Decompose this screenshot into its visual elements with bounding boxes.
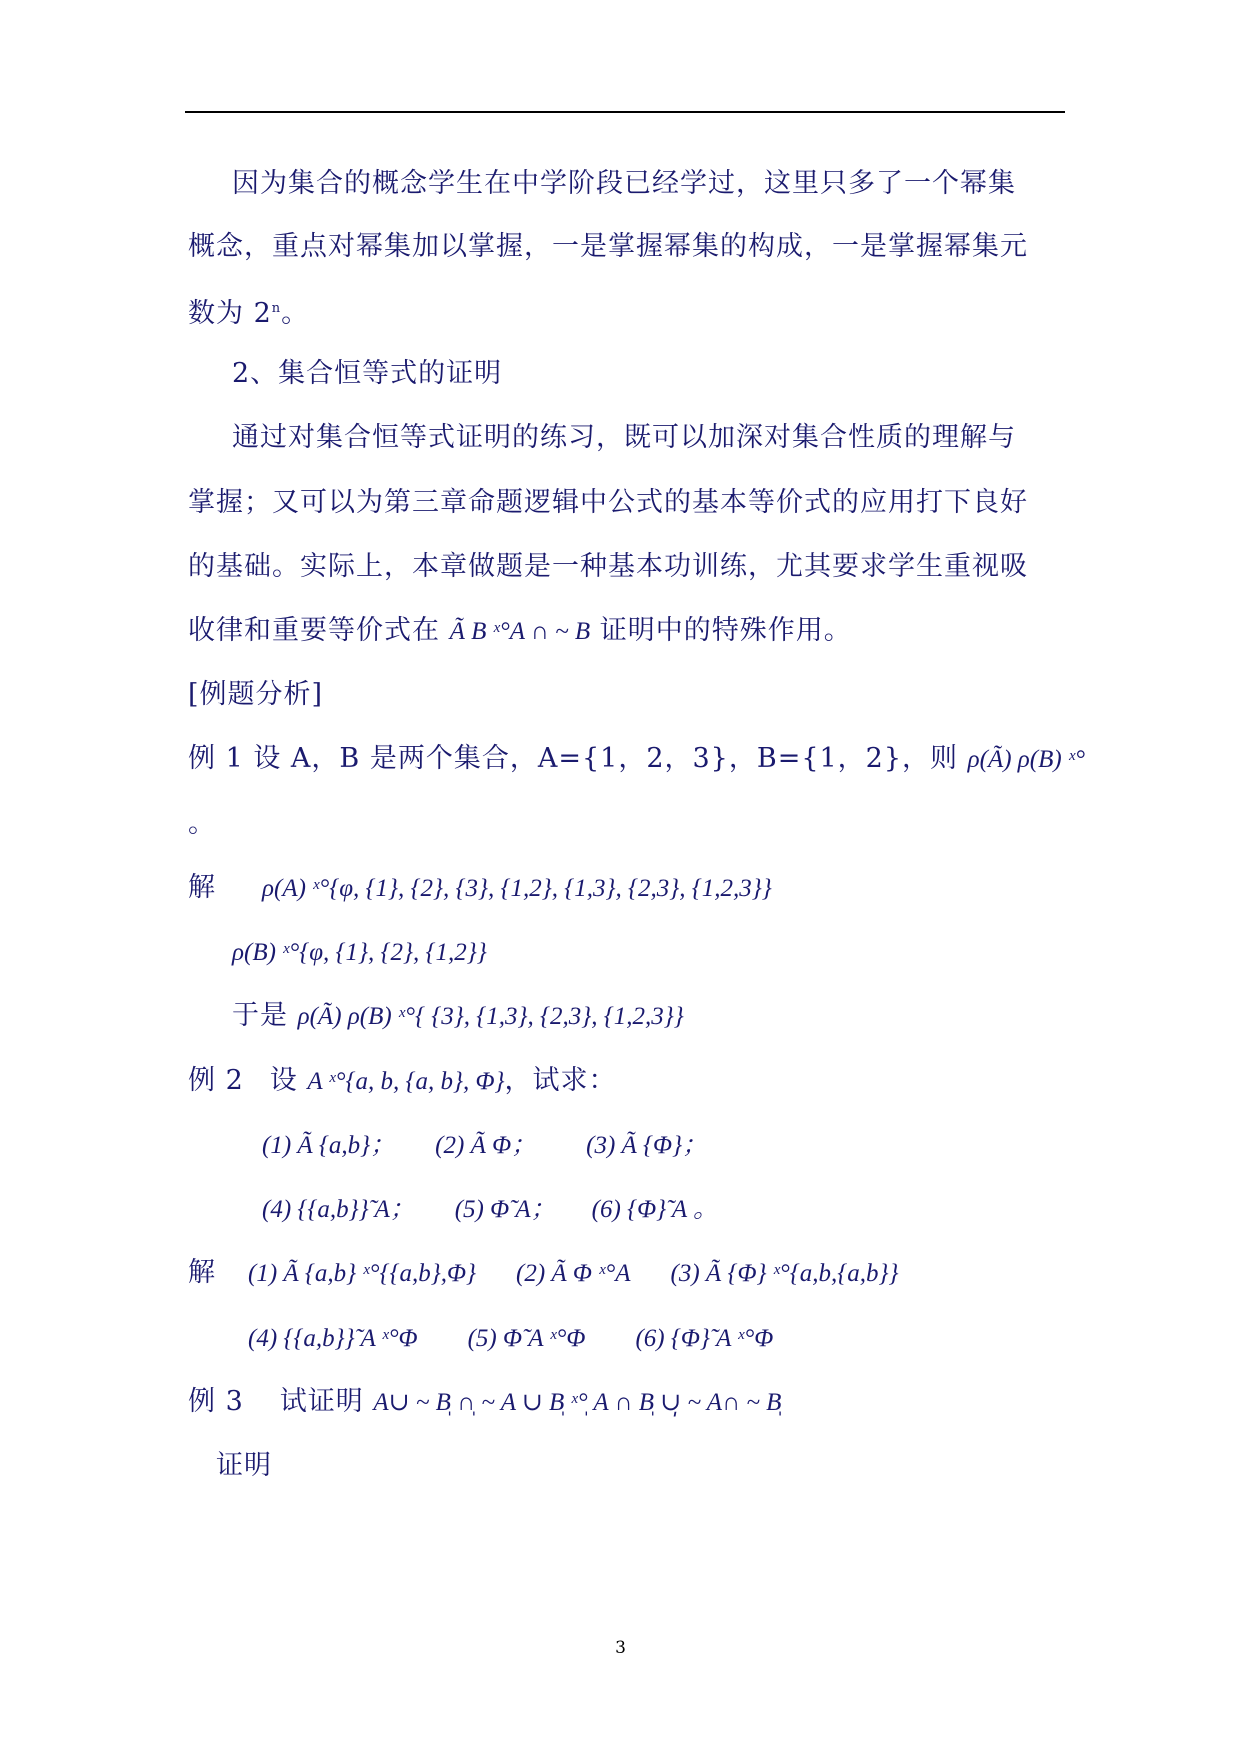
- question-3: (3) Ã {Φ}；: [586, 1132, 708, 1159]
- formula: A ˣ°{a, b, {a, b}, Φ}: [307, 1068, 505, 1095]
- formula: ρ(Ã) ρ(B) ˣ°: [967, 746, 1086, 773]
- example-1-end: 。: [188, 808, 216, 839]
- answer-2: (2) Ã Φ ˣ°A: [516, 1260, 631, 1287]
- example-2-solution-row-1: 解 (1) Ã {a,b} ˣ°{{a,b},Φ} (2) Ã Φ ˣ°A (3) Ã {Φ} ˣ°{a,b,{a,b}}: [188, 1257, 899, 1288]
- formula: ρ(A) ˣ°{φ, {1}, {2}, {3}, {1,2}, {1,3}, {2,3}, {1,2,3}}: [262, 875, 772, 902]
- paragraph-2-line-1: 通过对集合恒等式证明的练习，既可以加深对集合性质的理解与: [232, 422, 1016, 453]
- example-2-solution-row-2: [248, 1320, 773, 1357]
- question-1: (1) Ã {a,b}；: [262, 1132, 396, 1159]
- formula: Ã B ˣ°A ∩ ~ B: [449, 618, 591, 645]
- paragraph-1-line-1: 因为集合的概念学生在中学阶段已经学过，这里只多了一个幂集: [232, 168, 1016, 199]
- formula: ρ(B) ˣ°{φ, {1}, {2}, {1,2}}: [232, 939, 487, 966]
- question-6: (6) {Φ}̃ A 。: [591, 1196, 718, 1223]
- paragraph-1-line-2: 概念，重点对幂集加以掌握，一是掌握幂集的构成，一是掌握幂集元: [188, 231, 1028, 262]
- paragraph-2-line-4: 收律和重要等价式在 Ã B ˣ°A ∩ ~ B 证明中的特殊作用。: [188, 615, 852, 646]
- paragraph-1-line-3: 数为 2$^n$。: [188, 298, 310, 329]
- answer-6: (6) {Φ}̃ A ˣ°Φ: [635, 1325, 774, 1352]
- example-1-solution-2: [232, 934, 487, 971]
- header-rule: [185, 111, 1065, 113]
- example-3-statement: 例 3 试证明 A∪ ~ B̩ ∩̩ ~ A ∪ B̩ ˣ°̩ A ∩ B̩ ∪̩ ~ A∩ ~ B̩: [188, 1386, 782, 1417]
- section-label: [例题分析]: [188, 679, 324, 710]
- answer-4: (4) {{a,b}}̃ A ˣ°Φ: [248, 1325, 418, 1352]
- example-2-questions-row-1: [262, 1127, 707, 1164]
- page-number: 3: [615, 1638, 626, 1658]
- example-1-solution-1: 解 ρ(A) ˣ°{φ, {1}, {2}, {3}, {1,2}, {1,3}, {2,3}, {1,2,3}}: [188, 872, 772, 903]
- answer-1: (1) Ã {a,b} ˣ°{{a,b},Φ}: [248, 1260, 476, 1287]
- answer-5: (5) Φ̃ A ˣ°Φ: [467, 1325, 586, 1352]
- example-2-statement: 例 2 设 A ˣ°{a, b, {a, b}, Φ}，试求：: [188, 1065, 617, 1096]
- answer-3: (3) Ã {Φ} ˣ°{a,b,{a,b}}: [670, 1260, 899, 1287]
- question-4: (4) {{a,b}}̃ A；: [262, 1196, 415, 1223]
- paragraph-2-line-3: 的基础。实际上，本章做题是一种基本功训练，尤其要求学生重视吸: [188, 551, 1028, 582]
- example-3-proof-label: 证明: [216, 1450, 272, 1481]
- paragraph-2-line-2: 掌握；又可以为第三章命题逻辑中公式的基本等价式的应用打下良好: [188, 487, 1028, 518]
- example-2-questions-row-2: [262, 1191, 718, 1228]
- question-2: (2) Ã Φ；: [435, 1132, 537, 1159]
- example-1-statement: 例 1 设 A，B 是两个集合，A={1，2，3}，B={1，2}，则 ρ(Ã) ρ(B) ˣ°: [188, 743, 1086, 774]
- section-heading-2: 2、集合恒等式的证明: [232, 358, 503, 389]
- example-1-solution-3: 于是 ρ(Ã) ρ(B) ˣ°{ {3}, {1,3}, {2,3}, {1,2,3}}: [232, 1000, 684, 1031]
- question-5: (5) Φ̃ A；: [454, 1196, 556, 1223]
- formula: A∪ ~ B̩ ∩̩ ~ A ∪ B̩ ˣ°̩ A ∩ B̩ ∪̩ ~ A∩ ~ B̩: [373, 1389, 782, 1416]
- formula: ρ(Ã) ρ(B) ˣ°{ {3}, {1,3}, {2,3}, {1,2,3}}: [297, 1003, 684, 1030]
